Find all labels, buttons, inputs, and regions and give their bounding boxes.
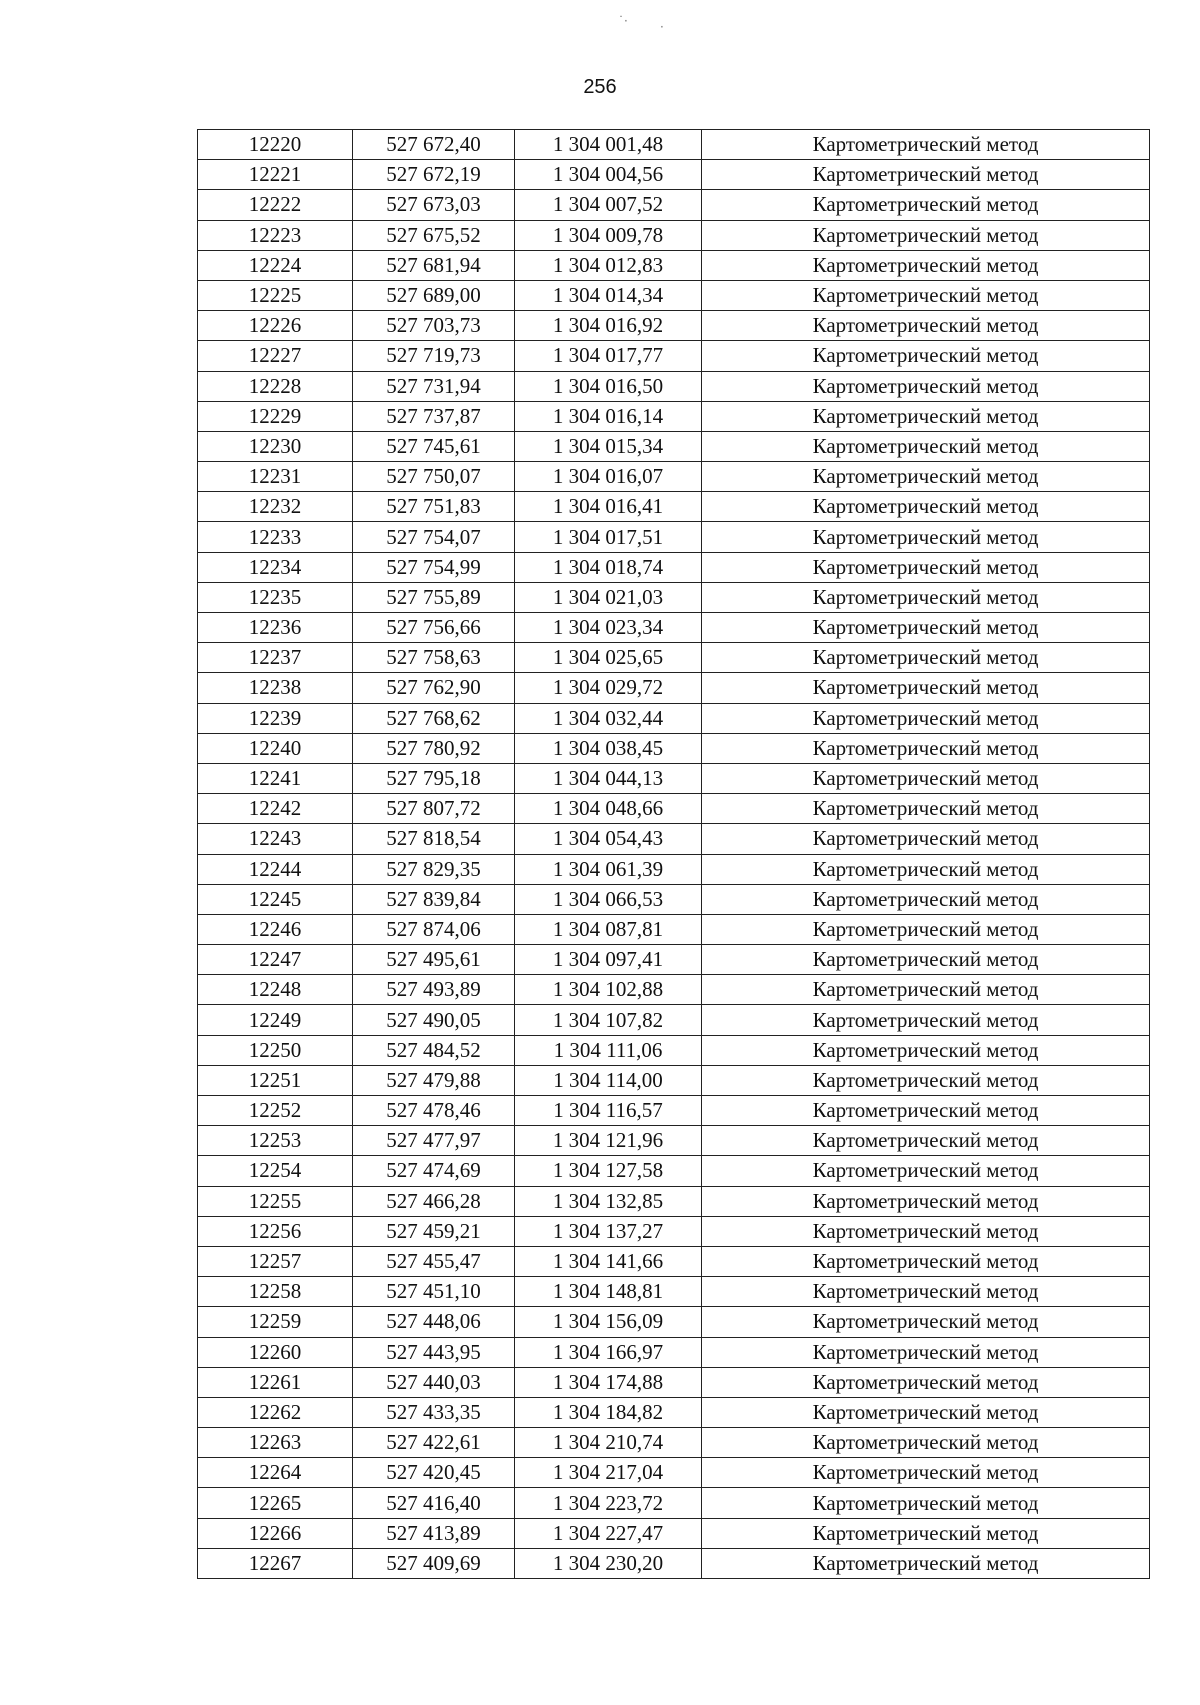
- point-number-cell: 12233: [198, 522, 353, 552]
- y-coordinate-cell: 1 304 102,88: [515, 975, 702, 1005]
- point-number-cell: 12265: [198, 1488, 353, 1518]
- y-coordinate-cell: 1 304 061,39: [515, 854, 702, 884]
- point-number-cell: 12244: [198, 854, 353, 884]
- point-number-cell: 12238: [198, 673, 353, 703]
- table-row: [198, 280, 1150, 310]
- x-coordinate-cell: 527 443,95: [353, 1337, 515, 1367]
- table-row: [198, 854, 1150, 884]
- table-row: [198, 673, 1150, 703]
- point-number-cell: 12253: [198, 1126, 353, 1156]
- x-coordinate-cell: 527 466,28: [353, 1186, 515, 1216]
- x-coordinate-cell: 527 807,72: [353, 794, 515, 824]
- method-cell: Картометрический метод: [702, 1186, 1150, 1216]
- x-coordinate-cell: 527 413,89: [353, 1518, 515, 1548]
- y-coordinate-cell: 1 304 127,58: [515, 1156, 702, 1186]
- point-number-cell: 12223: [198, 220, 353, 250]
- scan-speck: ·: [660, 20, 664, 34]
- point-number-cell: 12231: [198, 462, 353, 492]
- point-number-cell: 12241: [198, 763, 353, 793]
- method-cell: Картометрический метод: [702, 975, 1150, 1005]
- point-number-cell: 12250: [198, 1035, 353, 1065]
- table-row: [198, 1277, 1150, 1307]
- table-row: [198, 1005, 1150, 1035]
- y-coordinate-cell: 1 304 016,50: [515, 371, 702, 401]
- y-coordinate-cell: 1 304 217,04: [515, 1458, 702, 1488]
- point-number-cell: 12257: [198, 1246, 353, 1276]
- y-coordinate-cell: 1 304 016,14: [515, 401, 702, 431]
- y-coordinate-cell: 1 304 097,41: [515, 945, 702, 975]
- x-coordinate-cell: 527 448,06: [353, 1307, 515, 1337]
- y-coordinate-cell: 1 304 054,43: [515, 824, 702, 854]
- method-cell: Картометрический метод: [702, 1518, 1150, 1548]
- x-coordinate-cell: 527 675,52: [353, 220, 515, 250]
- table-row: [198, 160, 1150, 190]
- point-number-cell: 12249: [198, 1005, 353, 1035]
- x-coordinate-cell: 527 839,84: [353, 884, 515, 914]
- x-coordinate-cell: 527 420,45: [353, 1458, 515, 1488]
- point-number-cell: 12245: [198, 884, 353, 914]
- method-cell: Картометрический метод: [702, 492, 1150, 522]
- y-coordinate-cell: 1 304 114,00: [515, 1065, 702, 1095]
- point-number-cell: 12236: [198, 613, 353, 643]
- method-cell: Картометрический метод: [702, 824, 1150, 854]
- x-coordinate-cell: 527 479,88: [353, 1065, 515, 1095]
- table-row: [198, 1518, 1150, 1548]
- table-row: [198, 1548, 1150, 1578]
- table-row: [198, 401, 1150, 431]
- point-number-cell: 12234: [198, 552, 353, 582]
- y-coordinate-cell: 1 304 223,72: [515, 1488, 702, 1518]
- method-cell: Картометрический метод: [702, 462, 1150, 492]
- method-cell: Картометрический метод: [702, 1065, 1150, 1095]
- table-row: [198, 220, 1150, 250]
- x-coordinate-cell: 527 689,00: [353, 280, 515, 310]
- method-cell: Картометрический метод: [702, 130, 1150, 160]
- table-row: [198, 763, 1150, 793]
- table-row: [198, 1035, 1150, 1065]
- method-cell: Картометрический метод: [702, 1277, 1150, 1307]
- method-cell: Картометрический метод: [702, 552, 1150, 582]
- table-row: [198, 1337, 1150, 1367]
- coordinates-table: [197, 129, 1150, 1579]
- y-coordinate-cell: 1 304 017,77: [515, 341, 702, 371]
- y-coordinate-cell: 1 304 166,97: [515, 1337, 702, 1367]
- point-number-cell: 12246: [198, 914, 353, 944]
- x-coordinate-cell: 527 719,73: [353, 341, 515, 371]
- method-cell: Картометрический метод: [702, 1246, 1150, 1276]
- x-coordinate-cell: 527 795,18: [353, 763, 515, 793]
- point-number-cell: 12263: [198, 1428, 353, 1458]
- point-number-cell: 12235: [198, 582, 353, 612]
- y-coordinate-cell: 1 304 016,07: [515, 462, 702, 492]
- x-coordinate-cell: 527 433,35: [353, 1397, 515, 1427]
- point-number-cell: 12243: [198, 824, 353, 854]
- table-row: [198, 1367, 1150, 1397]
- method-cell: Картометрический метод: [702, 401, 1150, 431]
- point-number-cell: 12230: [198, 431, 353, 461]
- x-coordinate-cell: 527 416,40: [353, 1488, 515, 1518]
- y-coordinate-cell: 1 304 116,57: [515, 1096, 702, 1126]
- method-cell: Картометрический метод: [702, 311, 1150, 341]
- point-number-cell: 12227: [198, 341, 353, 371]
- x-coordinate-cell: 527 780,92: [353, 733, 515, 763]
- method-cell: Картометрический метод: [702, 190, 1150, 220]
- x-coordinate-cell: 527 754,07: [353, 522, 515, 552]
- x-coordinate-cell: 527 672,40: [353, 130, 515, 160]
- y-coordinate-cell: 1 304 121,96: [515, 1126, 702, 1156]
- method-cell: Картометрический метод: [702, 1216, 1150, 1246]
- table-row: [198, 703, 1150, 733]
- y-coordinate-cell: 1 304 016,41: [515, 492, 702, 522]
- point-number-cell: 12256: [198, 1216, 353, 1246]
- table-row: [198, 643, 1150, 673]
- y-coordinate-cell: 1 304 015,34: [515, 431, 702, 461]
- y-coordinate-cell: 1 304 048,66: [515, 794, 702, 824]
- point-number-cell: 12240: [198, 733, 353, 763]
- y-coordinate-cell: 1 304 016,92: [515, 311, 702, 341]
- method-cell: Картометрический метод: [702, 1156, 1150, 1186]
- x-coordinate-cell: 527 758,63: [353, 643, 515, 673]
- x-coordinate-cell: 527 490,05: [353, 1005, 515, 1035]
- method-cell: Картометрический метод: [702, 1428, 1150, 1458]
- method-cell: Картометрический метод: [702, 1488, 1150, 1518]
- method-cell: Картометрический метод: [702, 884, 1150, 914]
- point-number-cell: 12254: [198, 1156, 353, 1186]
- point-number-cell: 12224: [198, 250, 353, 280]
- table-row: [198, 794, 1150, 824]
- method-cell: Картометрический метод: [702, 733, 1150, 763]
- table-row: [198, 250, 1150, 280]
- y-coordinate-cell: 1 304 174,88: [515, 1367, 702, 1397]
- table-row: [198, 582, 1150, 612]
- y-coordinate-cell: 1 304 038,45: [515, 733, 702, 763]
- table-row: [198, 1065, 1150, 1095]
- table-row: [198, 1186, 1150, 1216]
- y-coordinate-cell: 1 304 032,44: [515, 703, 702, 733]
- y-coordinate-cell: 1 304 137,27: [515, 1216, 702, 1246]
- table-row: [198, 945, 1150, 975]
- point-number-cell: 12264: [198, 1458, 353, 1488]
- table-row: [198, 341, 1150, 371]
- x-coordinate-cell: 527 762,90: [353, 673, 515, 703]
- x-coordinate-cell: 527 751,83: [353, 492, 515, 522]
- table-row: [198, 884, 1150, 914]
- method-cell: Картометрический метод: [702, 1367, 1150, 1397]
- y-coordinate-cell: 1 304 001,48: [515, 130, 702, 160]
- y-coordinate-cell: 1 304 156,09: [515, 1307, 702, 1337]
- x-coordinate-cell: 527 745,61: [353, 431, 515, 461]
- table-row: [198, 1488, 1150, 1518]
- method-cell: Картометрический метод: [702, 522, 1150, 552]
- table-row: [198, 1307, 1150, 1337]
- method-cell: Картометрический метод: [702, 1126, 1150, 1156]
- x-coordinate-cell: 527 756,66: [353, 613, 515, 643]
- x-coordinate-cell: 527 422,61: [353, 1428, 515, 1458]
- y-coordinate-cell: 1 304 087,81: [515, 914, 702, 944]
- table-row: [198, 1428, 1150, 1458]
- y-coordinate-cell: 1 304 018,74: [515, 552, 702, 582]
- y-coordinate-cell: 1 304 066,53: [515, 884, 702, 914]
- method-cell: Картометрический метод: [702, 794, 1150, 824]
- method-cell: Картометрический метод: [702, 643, 1150, 673]
- y-coordinate-cell: 1 304 007,52: [515, 190, 702, 220]
- method-cell: Картометрический метод: [702, 250, 1150, 280]
- table-row: [198, 1458, 1150, 1488]
- table-row: [198, 975, 1150, 1005]
- method-cell: Картометрический метод: [702, 1397, 1150, 1427]
- point-number-cell: 12247: [198, 945, 353, 975]
- point-number-cell: 12232: [198, 492, 353, 522]
- table-row: [198, 371, 1150, 401]
- method-cell: Картометрический метод: [702, 1005, 1150, 1035]
- point-number-cell: 12266: [198, 1518, 353, 1548]
- y-coordinate-cell: 1 304 004,56: [515, 160, 702, 190]
- point-number-cell: 12262: [198, 1397, 353, 1427]
- table-row: [198, 431, 1150, 461]
- table-row: [198, 190, 1150, 220]
- method-cell: Картометрический метод: [702, 341, 1150, 371]
- method-cell: Картометрический метод: [702, 582, 1150, 612]
- x-coordinate-cell: 527 874,06: [353, 914, 515, 944]
- method-cell: Картометрический метод: [702, 1337, 1150, 1367]
- method-cell: Картометрический метод: [702, 673, 1150, 703]
- point-number-cell: 12260: [198, 1337, 353, 1367]
- y-coordinate-cell: 1 304 107,82: [515, 1005, 702, 1035]
- point-number-cell: 12226: [198, 311, 353, 341]
- method-cell: Картометрический метод: [702, 1458, 1150, 1488]
- x-coordinate-cell: 527 474,69: [353, 1156, 515, 1186]
- method-cell: Картометрический метод: [702, 945, 1150, 975]
- table-row: [198, 1096, 1150, 1126]
- x-coordinate-cell: 527 755,89: [353, 582, 515, 612]
- x-coordinate-cell: 527 673,03: [353, 190, 515, 220]
- method-cell: Картометрический метод: [702, 1035, 1150, 1065]
- method-cell: Картометрический метод: [702, 703, 1150, 733]
- point-number-cell: 12255: [198, 1186, 353, 1216]
- table-row: [198, 552, 1150, 582]
- point-number-cell: 12229: [198, 401, 353, 431]
- table-row: [198, 1126, 1150, 1156]
- method-cell: Картометрический метод: [702, 854, 1150, 884]
- y-coordinate-cell: 1 304 044,13: [515, 763, 702, 793]
- method-cell: Картометрический метод: [702, 613, 1150, 643]
- point-number-cell: 12248: [198, 975, 353, 1005]
- y-coordinate-cell: 1 304 148,81: [515, 1277, 702, 1307]
- table-row: [198, 824, 1150, 854]
- page-number: 256: [583, 76, 617, 98]
- x-coordinate-cell: 527 818,54: [353, 824, 515, 854]
- point-number-cell: 12225: [198, 280, 353, 310]
- x-coordinate-cell: 527 737,87: [353, 401, 515, 431]
- x-coordinate-cell: 527 440,03: [353, 1367, 515, 1397]
- y-coordinate-cell: 1 304 021,03: [515, 582, 702, 612]
- x-coordinate-cell: 527 731,94: [353, 371, 515, 401]
- x-coordinate-cell: 527 484,52: [353, 1035, 515, 1065]
- x-coordinate-cell: 527 768,62: [353, 703, 515, 733]
- y-coordinate-cell: 1 304 141,66: [515, 1246, 702, 1276]
- method-cell: Картометрический метод: [702, 280, 1150, 310]
- method-cell: Картометрический метод: [702, 371, 1150, 401]
- x-coordinate-cell: 527 495,61: [353, 945, 515, 975]
- coordinates-table-body: [198, 130, 1150, 1579]
- x-coordinate-cell: 527 477,97: [353, 1126, 515, 1156]
- x-coordinate-cell: 527 829,35: [353, 854, 515, 884]
- table-row: [198, 130, 1150, 160]
- table-row: [198, 613, 1150, 643]
- y-coordinate-cell: 1 304 012,83: [515, 250, 702, 280]
- x-coordinate-cell: 527 451,10: [353, 1277, 515, 1307]
- table-row: [198, 733, 1150, 763]
- y-coordinate-cell: 1 304 111,06: [515, 1035, 702, 1065]
- y-coordinate-cell: 1 304 230,20: [515, 1548, 702, 1578]
- point-number-cell: 12237: [198, 643, 353, 673]
- x-coordinate-cell: 527 703,73: [353, 311, 515, 341]
- point-number-cell: 12222: [198, 190, 353, 220]
- method-cell: Картометрический метод: [702, 160, 1150, 190]
- table-row: [198, 522, 1150, 552]
- y-coordinate-cell: 1 304 014,34: [515, 280, 702, 310]
- x-coordinate-cell: 527 754,99: [353, 552, 515, 582]
- table-row: [198, 1397, 1150, 1427]
- point-number-cell: 12220: [198, 130, 353, 160]
- x-coordinate-cell: 527 493,89: [353, 975, 515, 1005]
- table-row: [198, 1216, 1150, 1246]
- method-cell: Картометрический метод: [702, 1548, 1150, 1578]
- method-cell: Картометрический метод: [702, 914, 1150, 944]
- point-number-cell: 12261: [198, 1367, 353, 1397]
- y-coordinate-cell: 1 304 017,51: [515, 522, 702, 552]
- point-number-cell: 12258: [198, 1277, 353, 1307]
- point-number-cell: 12252: [198, 1096, 353, 1126]
- y-coordinate-cell: 1 304 132,85: [515, 1186, 702, 1216]
- y-coordinate-cell: 1 304 227,47: [515, 1518, 702, 1548]
- y-coordinate-cell: 1 304 009,78: [515, 220, 702, 250]
- method-cell: Картометрический метод: [702, 1307, 1150, 1337]
- table-row: [198, 1156, 1150, 1186]
- x-coordinate-cell: 527 681,94: [353, 250, 515, 280]
- table-row: [198, 462, 1150, 492]
- point-number-cell: 12242: [198, 794, 353, 824]
- method-cell: Картометрический метод: [702, 220, 1150, 250]
- method-cell: Картометрический метод: [702, 763, 1150, 793]
- y-coordinate-cell: 1 304 023,34: [515, 613, 702, 643]
- point-number-cell: 12221: [198, 160, 353, 190]
- x-coordinate-cell: 527 478,46: [353, 1096, 515, 1126]
- scan-speck: ˙·: [618, 14, 628, 28]
- x-coordinate-cell: 527 409,69: [353, 1548, 515, 1578]
- point-number-cell: 12267: [198, 1548, 353, 1578]
- table-row: [198, 492, 1150, 522]
- method-cell: Картометрический метод: [702, 1096, 1150, 1126]
- point-number-cell: 12239: [198, 703, 353, 733]
- table-row: [198, 914, 1150, 944]
- y-coordinate-cell: 1 304 184,82: [515, 1397, 702, 1427]
- table-row: [198, 311, 1150, 341]
- x-coordinate-cell: 527 455,47: [353, 1246, 515, 1276]
- point-number-cell: 12251: [198, 1065, 353, 1095]
- table-row: [198, 1246, 1150, 1276]
- x-coordinate-cell: 527 750,07: [353, 462, 515, 492]
- point-number-cell: 12228: [198, 371, 353, 401]
- x-coordinate-cell: 527 672,19: [353, 160, 515, 190]
- x-coordinate-cell: 527 459,21: [353, 1216, 515, 1246]
- y-coordinate-cell: 1 304 029,72: [515, 673, 702, 703]
- y-coordinate-cell: 1 304 025,65: [515, 643, 702, 673]
- point-number-cell: 12259: [198, 1307, 353, 1337]
- method-cell: Картометрический метод: [702, 431, 1150, 461]
- y-coordinate-cell: 1 304 210,74: [515, 1428, 702, 1458]
